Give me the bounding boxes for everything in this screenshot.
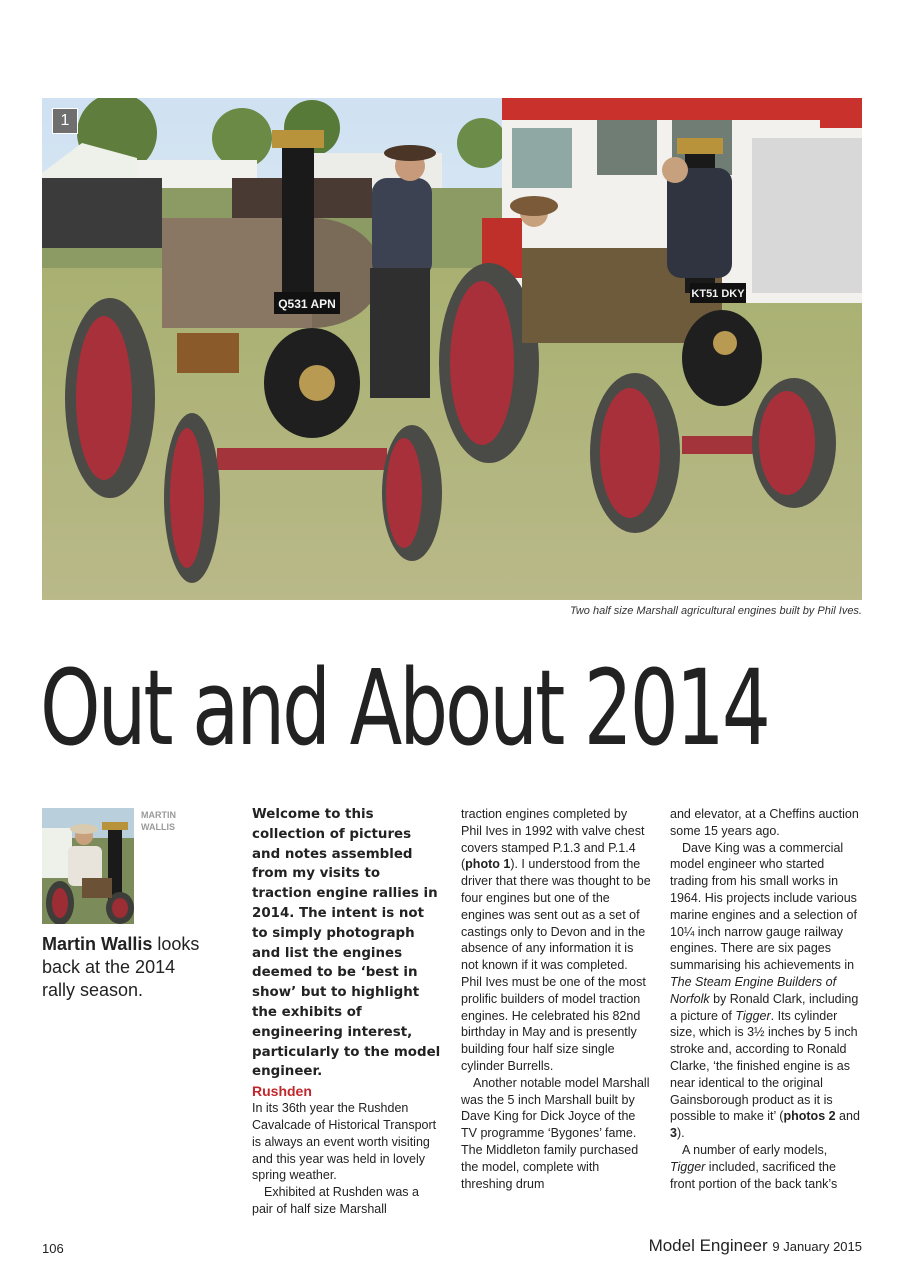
standfirst-author: Martin Wallis	[42, 934, 153, 954]
photo-caption: Two half size Marshall agricultural engines built by Phil Ives.	[569, 605, 862, 617]
issue-date: 9 January 2015	[772, 1239, 862, 1254]
standfirst	[42, 933, 212, 1002]
svg-text:KT51 DKY: KT51 DKY	[691, 288, 745, 300]
headline: Out and About 2014	[40, 647, 768, 769]
paragraph: Dave King was a commercial model engineer who started trading from his small works in 1964. His projects include various marine engines and a selection of 10¼ inch narrow gauge railway engines. There are six pages summarising his achievements in The Steam Engine Builders of Norfolk by Ronald Clark, including a picture of Tigger. Its cylinder size, which is 3½ inches by 5 inch stroke and, according to Ronald Clarke, ‘the finished engine is as near identical to the original Gainsborough product as it is possible to make it’ (photos 2 and 3).	[670, 840, 860, 1141]
article-column-3	[670, 806, 860, 1192]
svg-text:Q531 APN: Q531 APN	[278, 297, 336, 311]
number-plate-left	[274, 292, 340, 314]
paragraph: traction engines completed by Phil Ives in 1992 with valve chest covers stamped P.1.3 and P.1.4 (photo 1). I understood from the driver that there was thought to be four engines but one of the engines was sent out as a set of castings only to Devon and in the absence of any information it is not known if it was completed. Phil Ives must be one of the most prolific builders of model traction engines. He celebrated his 82nd birthday in May and is presently building four half size single cylinder Burrells.	[461, 807, 651, 1073]
article-column-2	[461, 806, 651, 1192]
photo-number-badge: 1	[52, 108, 78, 134]
magazine-footer	[649, 1236, 862, 1256]
paragraph: A number of early models, Tigger included, sacrificed the front portion of the back tank’s	[670, 1142, 838, 1191]
intro-paragraph: Welcome to this collection of pictures and notes assembled from my visits to traction engine rallies in 2014. The intent is not to simply photograph and list the engines deemed to be ‘best in show’ but to highlight the exhibits of engineering interest, particularly to the model engineer.	[252, 807, 441, 1080]
main-photo	[42, 98, 862, 600]
magazine-title: Model Engineer	[648, 1236, 768, 1255]
standfirst-text: looks back at the 2014 rally season.	[42, 934, 200, 1000]
byline-author: MARTIN WALLIS	[141, 810, 176, 832]
paragraph: Another notable model Marshall was the 5 inch Marshall built by Dave King for Dick Joyce of the TV programme ‘Bygones’ fame. The Middleton family purchased the model, complete with threshing drum	[461, 1075, 650, 1191]
section-subhead: Rushden	[252, 1083, 312, 1100]
number-plate-right	[690, 283, 746, 303]
page-number: 106	[42, 1241, 64, 1256]
paragraph: and elevator, at a Cheffins auction some 15 years ago.	[670, 807, 859, 838]
author-photo	[42, 808, 134, 924]
article-column-1	[252, 805, 442, 1218]
paragraph: In its 36th year the Rushden Cavalcade of Historical Transport is always an event worth visiting and this year was held in lovely spring weather.	[252, 1101, 437, 1183]
paragraph: Exhibited at Rushden was a pair of half size Marshall	[252, 1185, 419, 1216]
